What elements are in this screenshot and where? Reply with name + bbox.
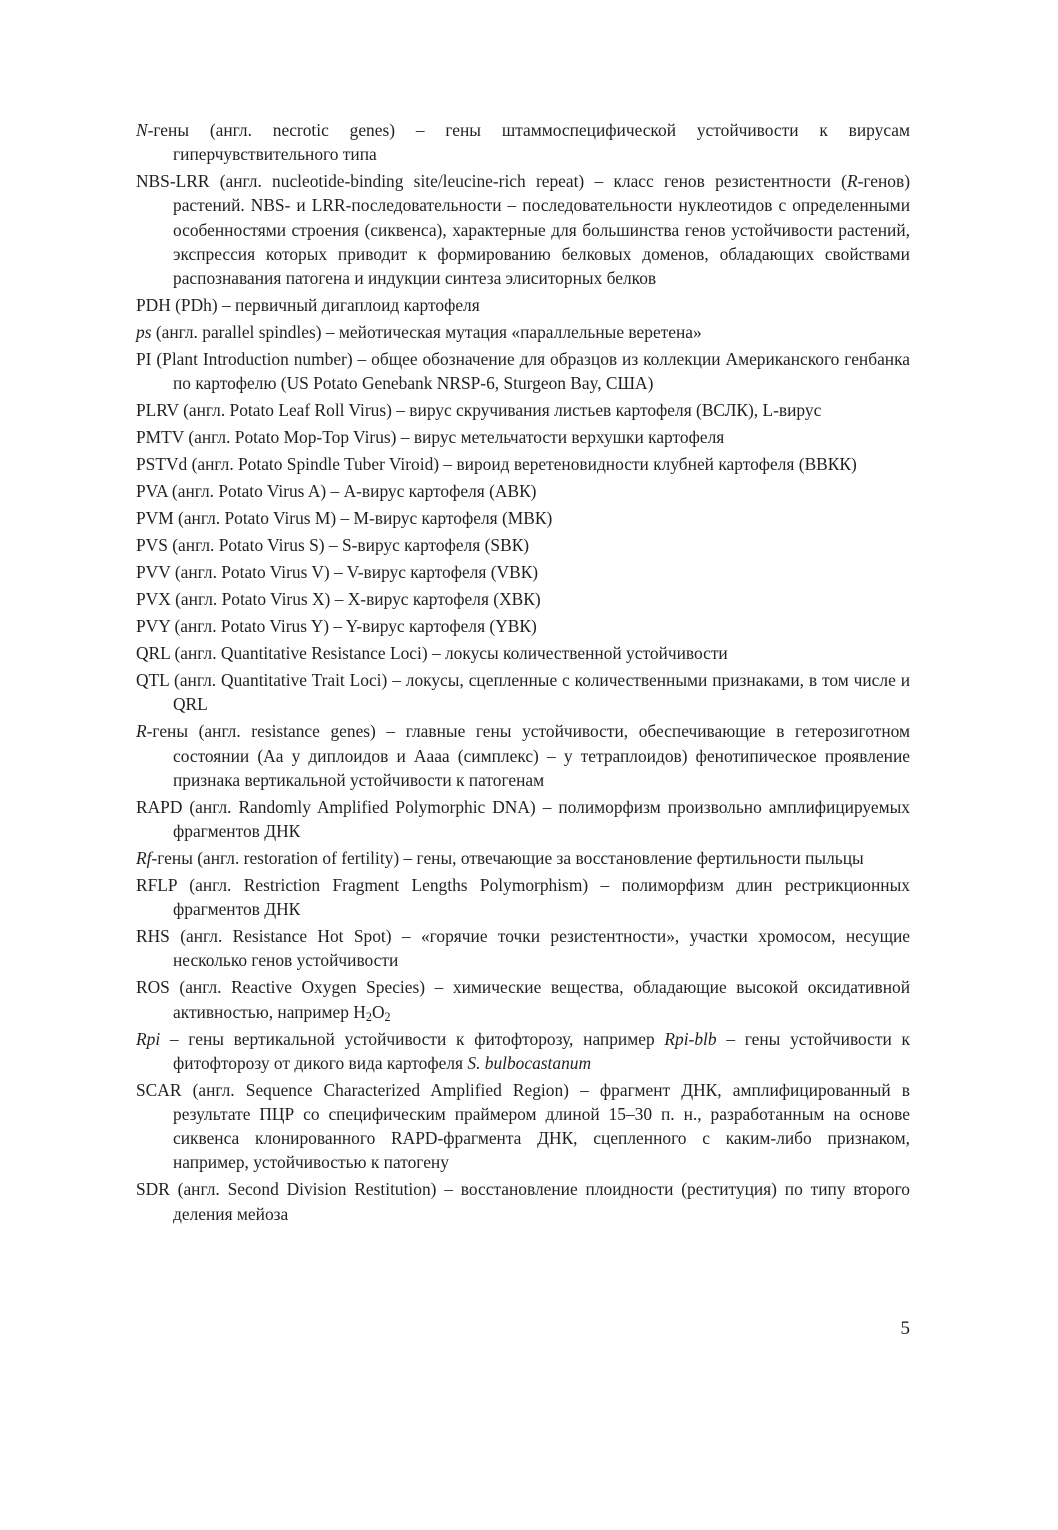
glossary-entry-ps	[136, 320, 910, 344]
entry-text: RFLP (англ. Restriction Fragment Lengths Polymorphism) – полиморфизм длин рестрикционных фрагментов ДНК	[136, 875, 910, 920]
entry-text: SCAR (англ. Sequence Characterized Amplified Region) – фрагмент ДНК, амплифицированный в результате ПЦР со специфическим праймером длиной 15–30 п. н., разработанным на основе сиквенса клонированного RAPD-фрагмента ДНК, сцепленного с каким-либо признаком, например, устойчивостью к патогену	[136, 1079, 910, 1173]
glossary-entry-pvs	[136, 533, 910, 557]
entry-text: QTL (англ. Quantitative Trait Loci) – локусы, сцепленные с количественными признаками, в том числе и QRL	[136, 670, 910, 715]
glossary-entry-pvx	[136, 587, 910, 611]
entry-text: -гены (англ. restoration of fertility) – гены, отвечающие за восстановление фертильности пыльцы	[151, 848, 864, 869]
entry-text: -гены (англ. resistance genes) – главные гены устойчивости, обеспечивающие в гетерозиготном состоянии (Aa у диплоидов и Aaaa (симплекс) – у тетраплоидов) фенотипическое проявление признака вертикальной устойчивости к патогенам	[146, 721, 910, 790]
glossary-entry-qrl	[136, 641, 910, 665]
glossary-entry-scar	[136, 1078, 910, 1175]
entry-text: PVA (англ. Potato Virus A) – А-вирус картофеля (АВК)	[136, 481, 537, 502]
entry-text: – гены вертикальной устойчивости к фитофторозу, например	[160, 1028, 665, 1049]
entry-text: NBS-LRR (англ. nucleotide-binding site/leucine-rich repeat) – класс генов резистентности (	[136, 171, 847, 192]
entry-text: N	[136, 120, 148, 140]
entry-text: R	[846, 171, 858, 192]
glossary-entry-pi	[136, 347, 910, 395]
entry-text: Rpi-blb	[664, 1028, 717, 1049]
glossary-entry-rf-genes	[136, 846, 910, 870]
glossary-entry-pvy	[136, 614, 910, 638]
glossary-entry-pvm	[136, 506, 910, 530]
entry-text: PVS (англ. Potato Virus S) – S-вирус картофеля (SВК)	[136, 535, 530, 556]
entry-text: QRL (англ. Quantitative Resistance Loci) – локусы количественной устойчивости	[136, 643, 728, 664]
glossary-entry-rhs	[136, 924, 910, 972]
entry-text: (англ. parallel spindles) – мейотическая мутация «параллельные веретена»	[151, 322, 702, 343]
entry-text: Rpi	[136, 1028, 161, 1049]
entry-text: PI (Plant Introduction number) – общее обозначение для образцов из коллекции Американского генбанка по картофелю (US Potato Genebank NRSP-6, Sturgeon Bay, США)	[136, 349, 910, 394]
glossary-entry-plrv	[136, 398, 910, 422]
entry-text: RHS (англ. Resistance Hot Spot) – «горячие точки резистентности», участки хромосом, несущие несколько генов устойчивости	[136, 926, 910, 971]
entry-text: O	[371, 1001, 385, 1022]
glossary-entry-pdh	[136, 293, 910, 317]
glossary	[136, 118, 910, 1229]
entry-text: -гены (англ. necrotic genes) – гены штаммоспецифической устойчивости к вирусам гиперчувствительного типа	[147, 120, 910, 165]
glossary-entry-rflp	[136, 873, 910, 921]
entry-text: SDR (англ. Second Division Restitution) – восстановление плоидности (реституция) по типу второго деления мейоза	[136, 1179, 910, 1224]
glossary-entry-rpi	[136, 1027, 910, 1075]
entry-text: PSTVd (англ. Potato Spindle Tuber Viroid) – вироид веретеновидности клубней картофеля (ВВКК)	[136, 454, 857, 475]
glossary-entry-ros	[136, 975, 910, 1023]
entry-text: PLRV (англ. Potato Leaf Roll Virus) – вирус скручивания листьев картофеля (ВСЛК), L-вирус	[136, 400, 822, 421]
entry-text: 2	[384, 1009, 391, 1024]
glossary-entry-n-genes	[136, 118, 910, 166]
entry-text: PVX (англ. Potato Virus X) – Х-вирус картофеля (ХВК)	[136, 589, 541, 610]
glossary-entry-pvv	[136, 560, 910, 584]
glossary-entry-rapd	[136, 795, 910, 843]
entry-text: ROS (англ. Reactive Oxygen Species) – химические вещества, обладающие высокой оксидативной активностью, например H	[136, 977, 910, 1022]
entry-text: PVV (англ. Potato Virus V) – V-вирус картофеля (VВК)	[136, 562, 539, 583]
entry-text: Rf	[136, 848, 152, 869]
glossary-entry-pva	[136, 479, 910, 503]
entry-text: R	[136, 721, 147, 742]
glossary-entry-sdr	[136, 1177, 910, 1225]
glossary-entry-nbs-lrr	[136, 169, 910, 290]
entry-text: ps	[136, 322, 152, 343]
entry-text: S. bulbocastanum	[467, 1052, 592, 1073]
entry-text: – гены устойчивости к фитофторозу от дикого вида картофеля	[173, 1028, 910, 1073]
entry-text: RAPD (англ. Randomly Amplified Polymorphic DNA) – полиморфизм произвольно амплифицируемых фрагментов ДНК	[136, 796, 910, 842]
glossary-entry-qtl	[136, 668, 910, 716]
glossary-entry-pstvd	[136, 452, 910, 476]
entry-text: PVY (англ. Potato Virus Y) – Y-вирус картофеля (YВК)	[136, 616, 537, 637]
entry-text: -генов) растений. NBS- и LRR-последовательности – последовательности нуклеотидов с определенными особенностями строения (сиквенса), характерные для большинства генов устойчивости растений, экспрессия которых приводит к формированию белковых доменов, обладающих свойствами распознавания патогена и индукции синтеза элиситорных белков	[173, 171, 910, 289]
entry-text: PVM (англ. Potato Virus M) – М-вирус картофеля (МВК)	[136, 508, 553, 529]
entry-text: PDH (PDh) – первичный дигаплоид картофеля	[136, 295, 480, 316]
entry-text: 2	[365, 1009, 372, 1024]
glossary-entry-pmtv	[136, 425, 910, 449]
entry-text: PMTV (англ. Potato Mop-Top Virus) – вирус метельчатости верхушки картофеля	[136, 427, 725, 448]
page-number: 5	[900, 1318, 910, 1339]
glossary-entry-r-genes	[136, 719, 910, 792]
